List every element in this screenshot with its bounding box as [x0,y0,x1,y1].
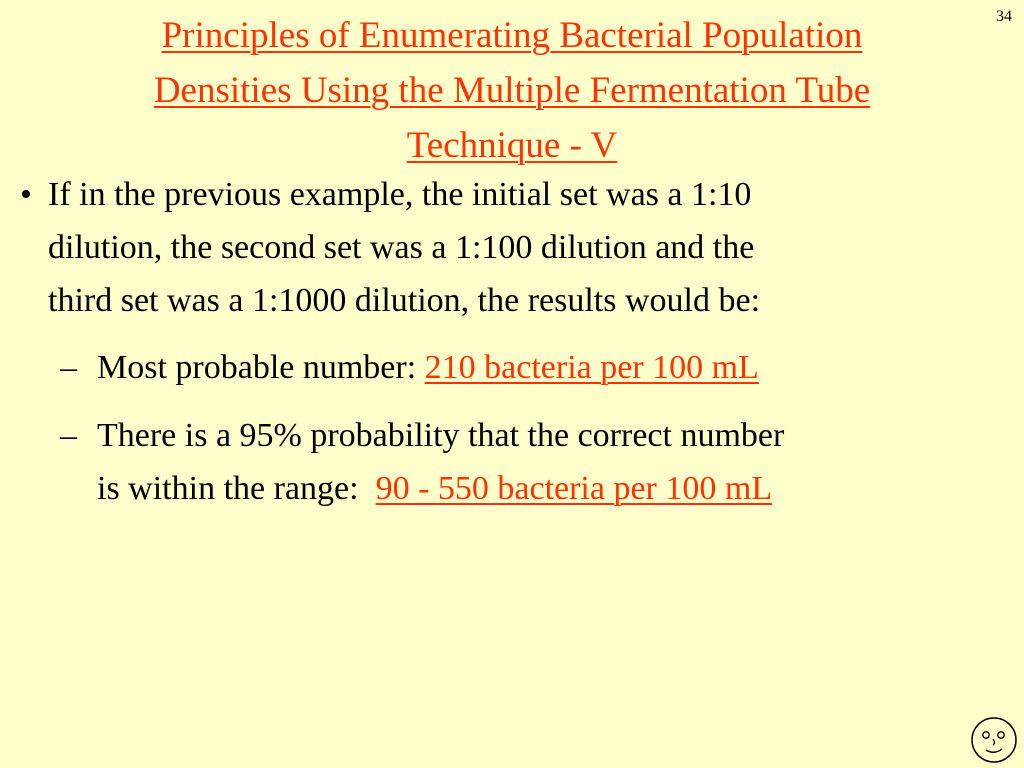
sub-bullet-most-probable-number [60,341,1020,394]
main-bullet [20,168,1010,327]
sub-bullet-confidence-range [60,409,1020,515]
smiley-face-icon [970,716,1018,764]
sub-bullet-marker: – [60,417,77,454]
slide-number: 34 [996,8,1012,25]
bullet-line-3: third set was a 1:1000 dilution, the results would be: [48,282,761,319]
range-line-1: There is a 95% probability that the correct number [97,417,785,454]
title-line-3: Technique - V [406,125,618,166]
title-line-1: Principles of Enumerating Bacterial Population [161,15,863,56]
title-line-2: Densities Using the Multiple Fermentation Tube [153,70,871,111]
sub-bullet-marker: – [60,349,77,386]
sub-bullet-text [97,409,1020,515]
bullet-line-2: dilution, the second set was a 1:100 dilution and the [48,229,755,266]
range-value: 90 - 550 bacteria per 100 mL [375,470,773,507]
range-label: is within the range: [97,470,359,507]
bullet-text [48,168,1010,327]
mpn-label: Most probable number: [97,349,417,386]
bullet-line-1: If in the previous example, the initial set was a 1:10 [48,176,752,213]
mpn-value: 210 bacteria per 100 mL [424,349,759,386]
sub-bullet-text [97,341,1020,394]
bullet-marker: • [20,176,32,213]
slide-title [40,8,984,173]
